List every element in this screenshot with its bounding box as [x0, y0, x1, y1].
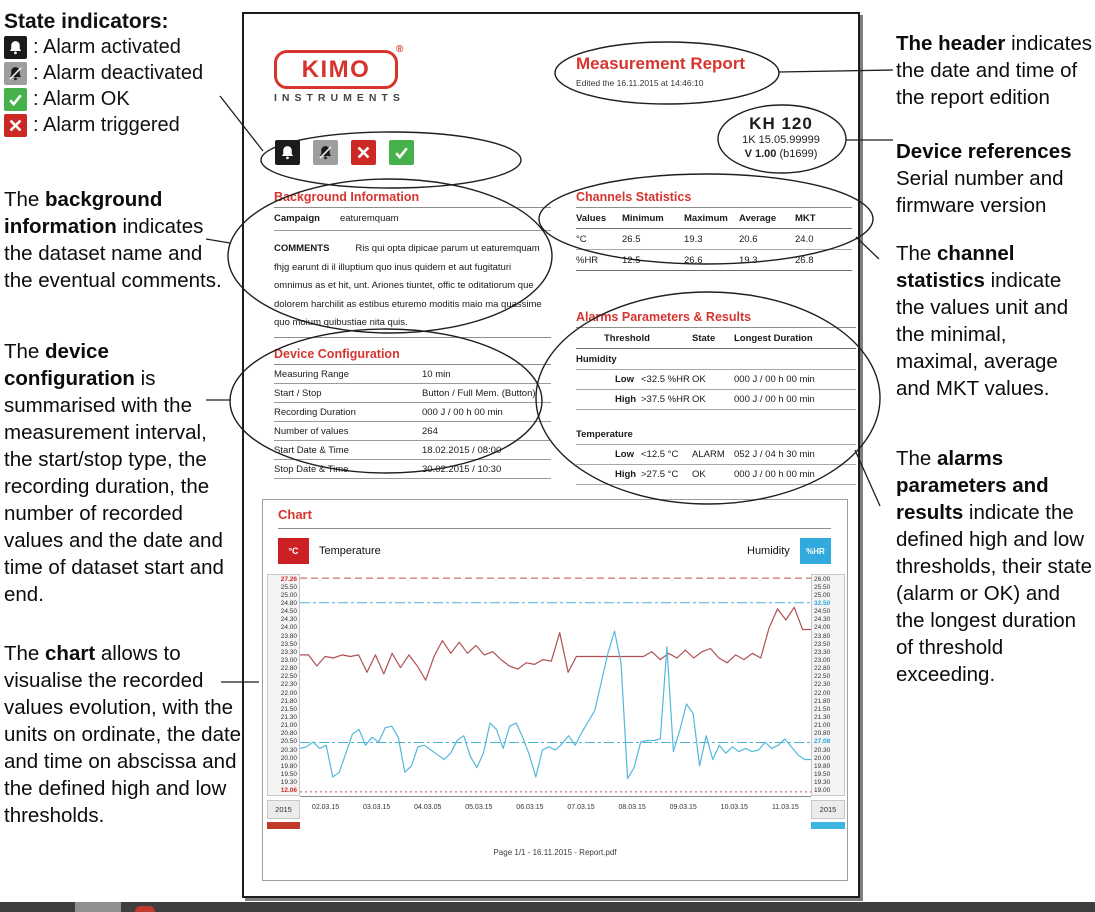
y-tick-label: 20.30: [280, 746, 297, 754]
y-tick-label: 27.26: [280, 575, 297, 583]
note-device-references: Device references Serial number and firmware version: [896, 140, 1072, 217]
alarm-ok-icon: [4, 88, 27, 111]
cell: 19.3: [739, 254, 758, 266]
x-tick-label: 06.03.15: [516, 804, 544, 811]
x-tick-label: 08.03.15: [618, 804, 646, 811]
legend-item-label: : Alarm OK: [33, 87, 130, 110]
x-tick-label: 09.03.15: [669, 804, 697, 811]
comments-block: [274, 240, 551, 338]
y-tick-label: 25.50: [814, 583, 831, 591]
cell: 24.0: [795, 233, 814, 245]
cell: %HR: [576, 254, 599, 266]
year-box-left: 2015: [267, 800, 300, 819]
report-edited-date: Edited the 16.11.2015 at 14:46:10: [576, 78, 704, 88]
cell: High: [615, 469, 637, 480]
channels-row-humidity: [576, 250, 852, 271]
y-tick-label: 19.80: [280, 762, 297, 770]
y-tick-label: 21.30: [280, 713, 297, 721]
y-tick-label: 24.50: [814, 608, 831, 616]
x-axis-dates: [300, 804, 811, 811]
col-header: Values: [576, 212, 607, 224]
campaign-label: Campaign: [274, 213, 320, 224]
campaign-row: [274, 208, 551, 231]
legend-item-label: : Alarm triggered: [33, 113, 180, 136]
y-tick-label: 22.00: [280, 689, 297, 697]
x-tick-label: 10.03.15: [720, 804, 748, 811]
y-axis-left-ticks: [267, 574, 300, 796]
y-tick-label: 23.00: [814, 656, 831, 664]
note-channel-statistics: The channel statistics indicate the values unit and the minimal, maximal, average and MKT values.: [896, 242, 1069, 400]
y-tick-label: 19.00: [814, 787, 831, 795]
device-firmware: V 1.00 (b1699): [744, 147, 818, 160]
comments-text: Ris qui opta dipicae parum ut eaturemquam fhjg earunt di il illuptium quo inus quidem et aut fugitaturi omnimus as et hit, unt. Ariones tiuntet, offic te oditatiorum que dolorem harchilit as estibus eturemo moditis maio ma quassime quo moium quibustiae nita quis.: [274, 243, 542, 328]
state-indicators-title: State indicators:: [4, 10, 169, 33]
report-footer: Page 1/1 - 16.11.2015 - Report.pdf: [493, 848, 617, 857]
y-tick-label: 22.80: [280, 665, 297, 673]
config-value: 000 J / 00 h 00 min: [422, 406, 503, 418]
channels-header-row: [576, 208, 852, 229]
y-tick-label: 32.50: [814, 599, 831, 607]
alarm-row: [576, 465, 856, 485]
config-value: 10 min: [422, 368, 451, 380]
col-header: Maximum: [684, 212, 728, 224]
config-value: Button / Full Mem. (Button): [422, 387, 536, 399]
plot-area: [267, 574, 845, 834]
chart-title-rule: [278, 528, 831, 529]
config-key: Start Date & Time: [274, 444, 349, 456]
y-tick-label: 25.50: [280, 583, 297, 591]
device-model: KH 120: [749, 114, 813, 133]
y-tick-label: 21.00: [814, 722, 831, 730]
y-tick-label: 24.30: [280, 616, 297, 624]
note-background-information: The background information indicates the dataset name and the eventual comments.: [4, 188, 222, 292]
y-tick-label: 23.30: [814, 648, 831, 656]
y-tick-label: 23.80: [814, 632, 831, 640]
note-header: The header indicates the date and time of the report edition: [896, 32, 1092, 109]
y-tick-label: 21.80: [814, 697, 831, 705]
y-tick-label: 19.30: [280, 779, 297, 787]
config-key: Number of values: [274, 425, 349, 437]
section-device-configuration: [274, 347, 551, 479]
col-header: Threshold: [604, 332, 650, 344]
section-background-information: [274, 190, 551, 338]
cell: 000 J / 00 h 00 min: [734, 394, 815, 405]
cell: 000 J / 00 h 00 min: [734, 374, 815, 385]
y-tick-label: 19.30: [814, 779, 831, 787]
legend-item-alarm-deactivated: [4, 60, 203, 86]
cell: OK: [692, 394, 706, 405]
x-tick-label: 04.03.05: [414, 804, 442, 811]
col-header: MKT: [795, 212, 816, 224]
y-tick-label: 21.00: [280, 722, 297, 730]
y-tick-label: 24.00: [814, 624, 831, 632]
y-tick-label: 21.80: [280, 697, 297, 705]
chart-section: [262, 499, 848, 881]
humidity-legend-label: Humidity: [747, 545, 790, 557]
y-tick-label: 23.30: [280, 648, 297, 656]
channels-row-temperature: [576, 229, 852, 250]
y-axis-right-ticks: [811, 574, 845, 796]
note-chart: The chart allows to visualise the recorded values evolution, with the units on ordinate, the date and time on abscissa and the defined high and low thresholds.: [4, 642, 242, 827]
alarm-row: [576, 390, 856, 410]
note-alarms-parameters: The alarms parameters and results indicate the defined high and low thresholds, their state (alarm or OK) and the longest duration of threshold exceeding.: [896, 447, 1092, 686]
y-tick-label: 24.00: [280, 624, 297, 632]
y-tick-label: 22.30: [280, 681, 297, 689]
y-tick-label: 21.50: [814, 705, 831, 713]
section-title: Alarms Parameters & Results: [576, 310, 856, 328]
legend-item-label: : Alarm activated: [33, 35, 181, 58]
cell: ALARM: [692, 449, 725, 460]
col-header: State: [692, 332, 716, 344]
y-tick-label: 23.50: [280, 640, 297, 648]
config-key: Stop Date & Time: [274, 463, 349, 475]
device-references: [706, 114, 856, 161]
alarm-activated-icon: [275, 140, 300, 165]
y-tick-label: 22.80: [814, 665, 831, 673]
alarm-triggered-icon: [351, 140, 376, 165]
alarm-triggered-icon: [4, 114, 27, 137]
config-key: Measuring Range: [274, 368, 349, 380]
state-indicators-legend: [4, 10, 203, 138]
y-tick-label: 24.80: [280, 599, 297, 607]
cell: 26.8: [795, 254, 814, 266]
y-tick-label: 22.00: [814, 689, 831, 697]
config-row: [274, 403, 551, 422]
y-tick-label: 20.00: [814, 754, 831, 762]
y-tick-label: 24.50: [280, 608, 297, 616]
section-title: Channels Statistics: [576, 190, 852, 208]
y-tick-label: 23.00: [280, 656, 297, 664]
col-header: Average: [739, 212, 777, 224]
y-tick-label: 22.50: [280, 673, 297, 681]
legend-item-alarm-ok: [4, 86, 203, 112]
config-value: 18.02.2015 / 08:00: [422, 444, 502, 456]
note-device-configuration: The device configuration is summarised with the measurement interval, the start/stop type, the recording duration, the number of recorded values and the date and time of dataset start and end.: [4, 340, 224, 606]
y-tick-label: 22.30: [814, 681, 831, 689]
report-title: Measurement Report: [576, 54, 746, 73]
y-tick-label: 19.50: [280, 770, 297, 778]
kimo-logo: [274, 50, 398, 89]
kimo-logo-text: KIMO: [301, 55, 371, 83]
legend-item-alarm-activated: [4, 34, 203, 60]
registered-mark: ®: [396, 44, 404, 55]
config-row: [274, 460, 551, 479]
y-tick-label: 21.30: [814, 713, 831, 721]
year-box-right: 2015: [811, 800, 845, 819]
x-tick-label: 02.03.15: [311, 804, 340, 811]
humidity-axis-bar: [811, 822, 845, 829]
alarm-deactivated-icon: [313, 140, 338, 165]
cell: OK: [692, 374, 706, 385]
humidity-unit-badge: %HR: [800, 538, 831, 564]
series-humidity: [300, 631, 811, 779]
y-tick-label: 20.50: [280, 738, 297, 746]
chart-plot: [300, 574, 811, 797]
alarm-activated-icon: [4, 36, 27, 59]
cell: >37.5 %HR: [641, 394, 690, 405]
cell: <12.5 °C: [641, 449, 679, 460]
y-tick-label: 22.50: [814, 673, 831, 681]
config-row: [274, 365, 551, 384]
bottom-bar: [0, 902, 1095, 912]
y-tick-label: 27.08: [814, 738, 831, 746]
cell: 26.5: [622, 233, 641, 245]
y-tick-label: 20.80: [814, 730, 831, 738]
col-header: Minimum: [622, 212, 664, 224]
section-title: Device Configuration: [274, 347, 551, 365]
y-tick-label: 20.80: [280, 730, 297, 738]
bottom-bar-red-mark: [135, 906, 155, 912]
cell: °C: [576, 233, 587, 245]
y-tick-label: 25.00: [280, 591, 297, 599]
cell: >27.5 °C: [641, 469, 679, 480]
y-tick-label: 19.80: [814, 762, 831, 770]
y-tick-label: 24.30: [814, 616, 831, 624]
report-state-icons: [275, 140, 414, 165]
x-tick-label: 03.03.15: [363, 804, 391, 811]
alarm-ok-icon: [389, 140, 414, 165]
comments-label: COMMENTS: [274, 243, 330, 254]
config-row: [274, 384, 551, 403]
temperature-axis-bar: [267, 822, 300, 829]
cell: <32.5 %HR: [641, 374, 690, 385]
legend-item-label: : Alarm deactivated: [33, 61, 204, 84]
legend-item-alarm-triggered: [4, 112, 203, 138]
campaign-value: eaturemquam: [339, 213, 399, 224]
y-tick-label: 23.50: [814, 640, 831, 648]
alarm-row: [576, 445, 856, 465]
alarm-row: [576, 370, 856, 390]
cell: 12.5: [622, 254, 641, 266]
section-channels-statistics: [576, 190, 852, 271]
y-tick-label: 23.80: [280, 632, 297, 640]
cell: High: [615, 394, 637, 405]
alarm-deactivated-icon: [4, 62, 27, 85]
temperature-unit-badge: °C: [278, 538, 309, 564]
y-tick-label: 21.50: [280, 705, 297, 713]
cell: Low: [615, 449, 634, 460]
x-tick-label: 05.03.15: [465, 804, 493, 811]
config-value: 264: [422, 425, 438, 437]
section-alarms: [576, 310, 856, 485]
cell: 26.6: [684, 254, 703, 266]
bottom-bar-square: [75, 902, 121, 912]
section-title: Background Information: [274, 190, 551, 208]
temperature-legend-label: Temperature: [319, 545, 381, 557]
y-tick-label: 20.30: [814, 746, 831, 754]
kimo-logo-subtitle: INSTRUMENTS: [274, 92, 405, 104]
y-tick-label: 19.50: [814, 770, 831, 778]
x-tick-label: 07.03.15: [567, 804, 595, 811]
config-key: Start / Stop: [274, 387, 322, 399]
cell: 20.6: [739, 233, 758, 245]
y-tick-label: 20.00: [280, 754, 297, 762]
report-page: [242, 12, 860, 898]
col-header: Longest Duration: [734, 332, 813, 344]
y-tick-label: 25.00: [814, 591, 831, 599]
alarms-group-temperature: Temperature: [576, 424, 856, 445]
config-row: [274, 441, 551, 460]
cell: OK: [692, 469, 706, 480]
cell: Low: [615, 374, 634, 385]
config-row: [274, 422, 551, 441]
y-tick-label: 26.00: [814, 575, 831, 583]
cell: 000 J / 00 h 00 min: [734, 469, 815, 480]
y-tick-label: 12.06: [280, 787, 297, 795]
config-value: 30.02.2015 / 10:30: [422, 463, 502, 475]
config-key: Recording Duration: [274, 406, 356, 418]
alarms-group-humidity: Humidity: [576, 349, 856, 370]
x-tick-label: 11.03.15: [772, 804, 799, 811]
chart-title: Chart: [278, 507, 312, 522]
alarms-header-row: [576, 328, 856, 349]
series-temperature: [300, 607, 811, 680]
cell: 19.3: [684, 233, 703, 245]
cell: 052 J / 04 h 30 min: [734, 449, 815, 460]
device-serial: 1K 15.05.99999: [742, 134, 820, 146]
